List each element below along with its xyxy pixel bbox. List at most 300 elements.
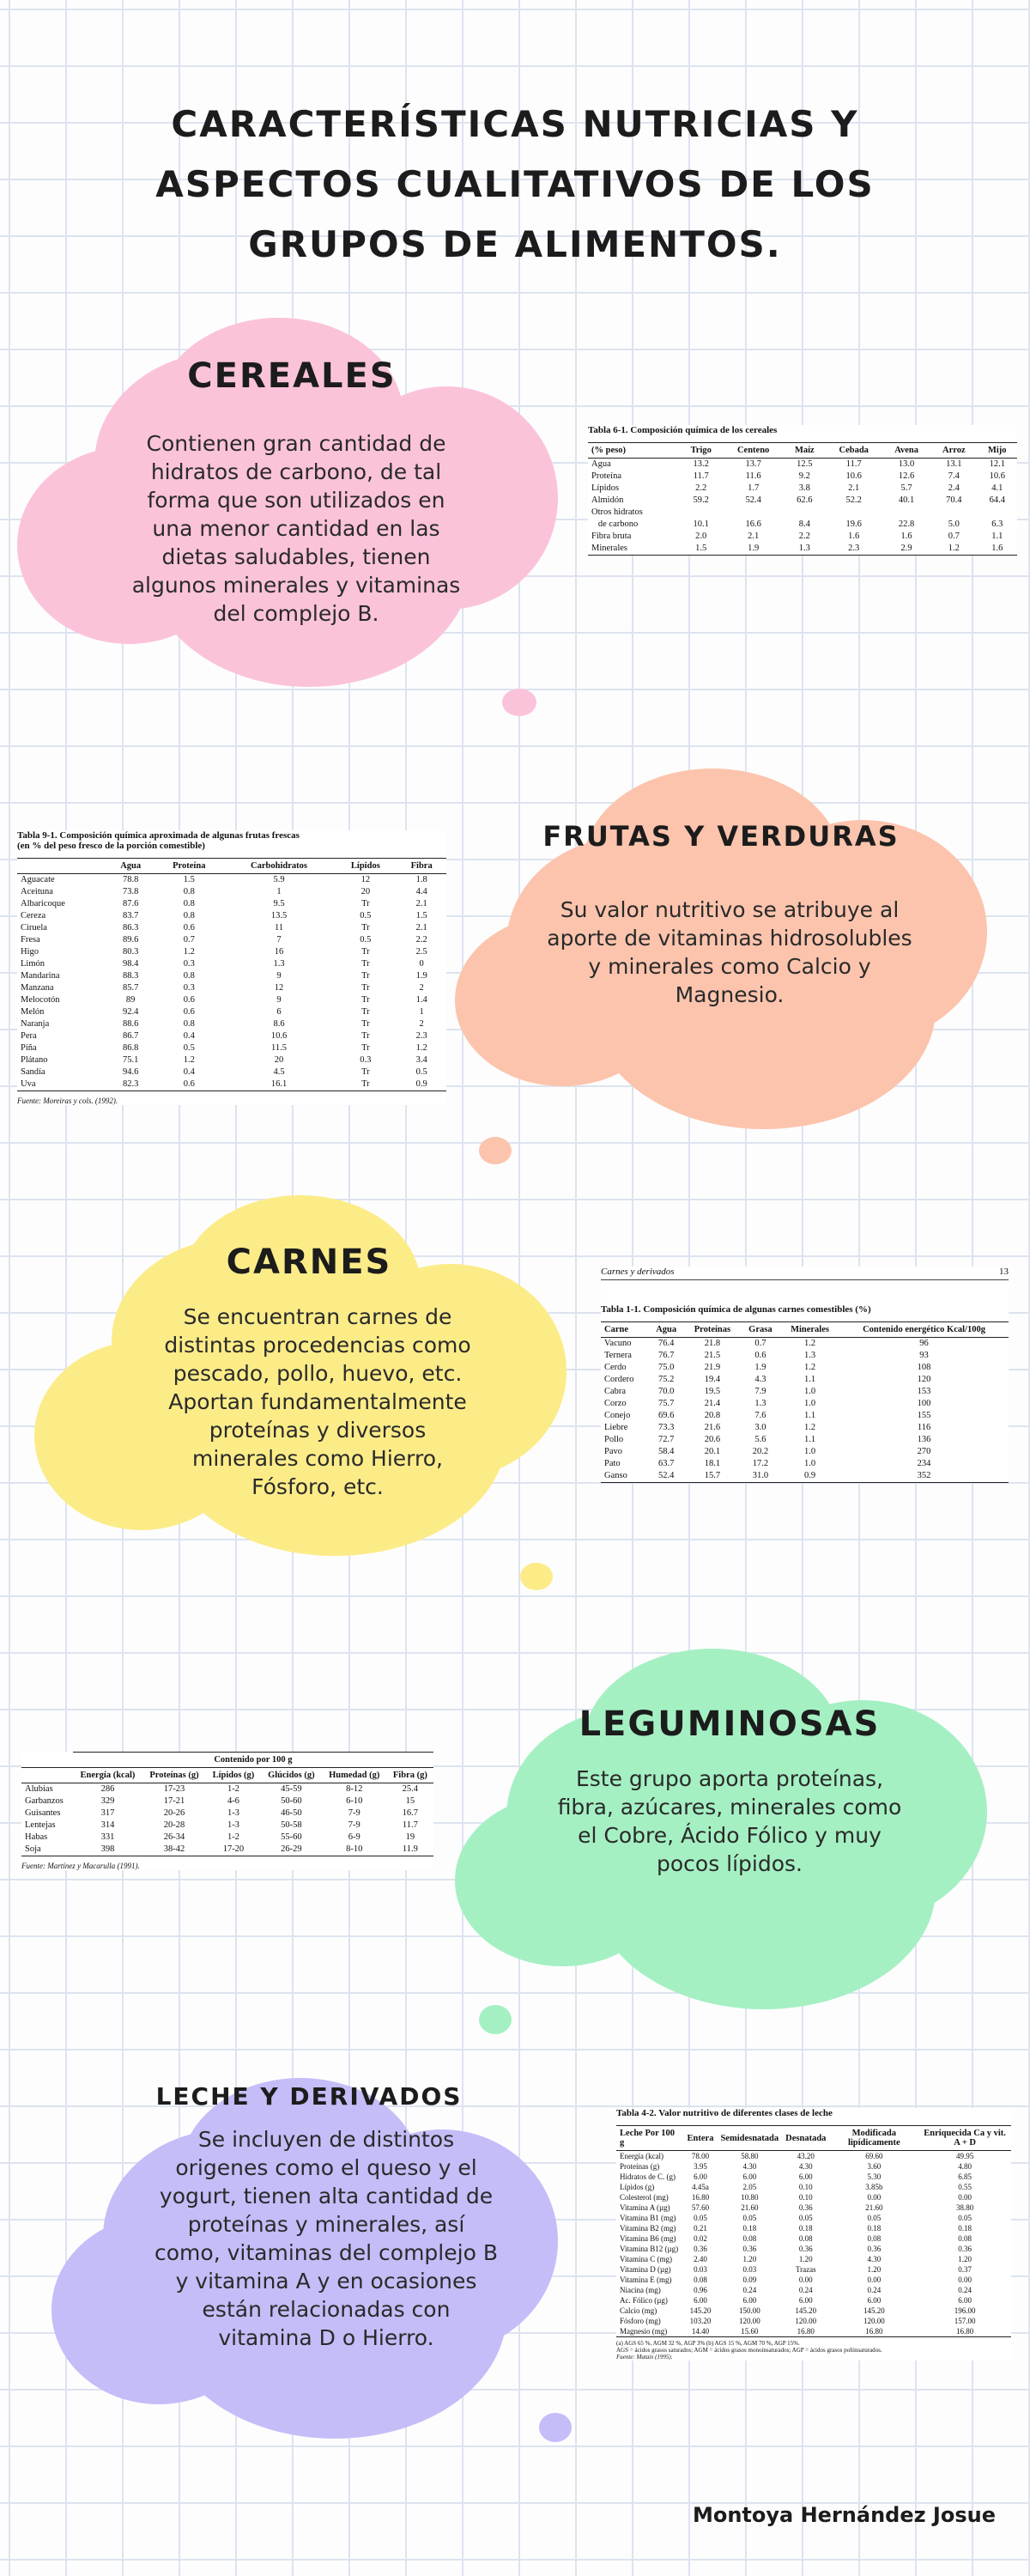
frutas-table-cell: 2.5 (415, 947, 427, 957)
leche-table-cell: Vitamina A (µg) (620, 2203, 670, 2212)
frutas-table-cell: Aguacate (21, 875, 55, 884)
cereales-table-row (588, 459, 1017, 471)
cereales-table-cell (723, 507, 784, 519)
frutas-table-cell: Tr (361, 971, 370, 981)
leguminosas-table-cell: 317 (100, 1808, 115, 1818)
leche-table-cell: 1.20 (798, 2255, 813, 2263)
leche-text: Se incluyen de distintos origenes como el queso y el yogurt, tienen alta cantidad de proteínas y minerales, así como, vitaminas del complejo B y vitamina A y en ocasiones están relacionadas con vitamina D o Hierro. (154, 2127, 498, 2350)
leguminosas-table-cell: 331 (100, 1832, 115, 1842)
carnes-table-cell: 21.9 (704, 1363, 721, 1372)
carnes-table-row (601, 1398, 1009, 1410)
carnes-table-cell: 0.6 (754, 1351, 766, 1360)
carnes-table-cell: 96 (919, 1339, 929, 1348)
title-line-3: GRUPOS DE ALIMENTOS. (248, 223, 782, 265)
leguminosas-text: Este grupo aporta proteínas, fibra, azúcares, minerales como el Cobre, Ácido Fólico y muy pocos lípidos. (557, 1766, 902, 1876)
leche-table-caption: Tabla 4-2. Valor nutritivo de diferentes clases de leche (616, 2108, 833, 2118)
frutas-table-cell: 1 (276, 887, 282, 896)
leguminosas-table-header: Lípidos (g) (206, 1768, 261, 1783)
leguminosas-table (21, 1752, 433, 1870)
leguminosas-table-header: Humedad (g) (322, 1768, 387, 1783)
cereales-table-cell: 8.4 (798, 519, 810, 529)
leguminosas-table-row (21, 1795, 433, 1807)
cereales-table-grid (588, 442, 1017, 556)
frutas-table-cell: 80.3 (122, 947, 139, 957)
frutas-table-row (17, 910, 446, 922)
leguminosas-table-cell: 16.7 (402, 1808, 419, 1818)
carnes-table-row (601, 1338, 1009, 1351)
leche-table-cell: 21.60 (741, 2203, 759, 2212)
frutas-table-cell: 16 (274, 947, 284, 957)
leguminosas-table-cell: Guisantes (25, 1808, 61, 1818)
leche-table-cell: 0.36 (742, 2245, 757, 2253)
leche-table-cell: Vitamina B2 (mg) (620, 2224, 676, 2233)
leche-table-cell: Magnesio (mg) (616, 2326, 684, 2337)
cereales-table-cell: 3.8 (798, 483, 810, 493)
frutas-table-cell: Sandía (21, 1067, 45, 1077)
carnes-table-cell: 270 (917, 1447, 931, 1456)
carnes-bubble-dot (520, 1563, 553, 1590)
cereales-table-header: (% peso) (588, 443, 679, 459)
cereales-table-cell: 13.7 (745, 459, 761, 469)
cereales-table-cell: 4.1 (991, 483, 1003, 493)
frutas-table-cell: 0.8 (183, 911, 195, 920)
frutas-table-cell: 94.6 (122, 1067, 139, 1077)
frutas-table-cell: 0.8 (183, 1019, 195, 1029)
cereales-table-row (588, 507, 1017, 519)
cereales-table-cell: 1.7 (748, 483, 760, 493)
leche-table-cell: 145.20 (863, 2306, 885, 2315)
cereales-table-cell: Minerales (588, 543, 679, 556)
carnes-table-grid (601, 1321, 1009, 1483)
frutas-table-cell: Naranja (21, 1019, 50, 1029)
frutas-table-cell: 11.5 (271, 1043, 288, 1053)
leguminosas-table-cell: 6-9 (348, 1832, 360, 1842)
frutas-table-cell: Higo (21, 947, 39, 957)
frutas-table-cell: 0.8 (183, 899, 195, 908)
frutas-table-cell: Tr (361, 1067, 370, 1077)
cereales-table-cell: 1.6 (978, 543, 1017, 556)
leguminosas-table-cell: 1-3 (227, 1808, 239, 1818)
leche-table-cell: 0.05 (694, 2214, 707, 2222)
frutas-table-cell: 88.6 (122, 1019, 139, 1029)
cereales-table-header: Avena (882, 443, 930, 459)
leguminosas-table-cell: 11.7 (402, 1820, 418, 1830)
frutas-table-cell: Tr (361, 899, 370, 908)
leguminosas-table-cell: 25.4 (402, 1784, 419, 1794)
cereales-table-header: Centeno (723, 443, 784, 459)
frutas-table-cell: 8.6 (273, 1019, 285, 1029)
frutas-table-cell: Mandarina (21, 971, 60, 981)
leche-table-cell: Energía (kcal) (620, 2152, 664, 2160)
frutas-table-cell: 9.5 (273, 899, 285, 908)
leguminosas-table-row (21, 1807, 433, 1820)
cereales-table-cell: 2.2 (798, 532, 810, 541)
frutas-table-cell: 0.6 (183, 995, 195, 1005)
cereales-table-cell (784, 507, 825, 519)
leguminosas-table-cell: 20-28 (163, 1820, 185, 1830)
cereales-table-cell: 1.1 (991, 532, 1003, 541)
frutas-table-header: Lípidos (334, 859, 397, 874)
leche-table-cell: 6.00 (742, 2172, 757, 2181)
leguminosas-cloud (455, 1649, 1004, 2009)
cereales-table-cell (882, 507, 930, 519)
frutas-table-cell: 0.7 (183, 935, 195, 945)
leguminosas-table-cell: 17-21 (163, 1796, 185, 1806)
cereales-table-cell: 10.6 (989, 471, 1005, 481)
carnes-table-cell: 20.2 (752, 1447, 769, 1456)
cereales-table-cell: 22.8 (898, 519, 915, 529)
carnes-table (601, 1267, 1009, 1483)
frutas-table-cell: 86.8 (122, 1043, 139, 1053)
cereales-table-cell: 6.3 (991, 519, 1003, 529)
carnes-table-cell: 5.6 (754, 1435, 766, 1444)
frutas-table-cell: 85.7 (122, 983, 139, 993)
cereales-table-cell: 0.7 (948, 532, 960, 541)
cereales-table-cell: 2.3 (825, 543, 882, 556)
leche-table-cell: 0.10 (798, 2183, 813, 2191)
frutas-table-row (17, 898, 446, 910)
leche-table-cell: 2.05 (742, 2183, 757, 2191)
frutas-table-cell: 2 (419, 983, 424, 993)
leguminosas-table-cell: 7-9 (348, 1820, 360, 1830)
leguminosas-table-cell: Garbanzos (25, 1796, 64, 1806)
cereales-table-cell: Fibra bruta (591, 532, 632, 541)
carnes-table-cell: Vacuno (604, 1339, 632, 1348)
frutas-table-header: Fibra (397, 859, 446, 874)
frutas-table-cell: Tr (361, 923, 370, 933)
leche-table-header: Entera (684, 2126, 718, 2151)
leguminosas-table-cell: Habas (25, 1832, 48, 1842)
leche-table-grid (616, 2125, 1011, 2337)
leche-table-cell: 4.30 (798, 2162, 813, 2171)
frutas-table-cell: Piña (21, 1043, 37, 1053)
frutas-table-cell: 2.1 (415, 899, 427, 908)
carnes-table-cell: 19.4 (704, 1375, 721, 1384)
carnes-table-cell: 72.7 (658, 1435, 675, 1444)
frutas-table-cell: Ciruela (21, 923, 47, 933)
cereales-table-cell (930, 507, 977, 519)
leche-table-cell: 69.60 (865, 2152, 883, 2160)
cereales-table-cell: 10.1 (693, 519, 709, 529)
leche-cloud (52, 2078, 566, 2439)
frutas-table-cell: 3.4 (415, 1055, 427, 1065)
leche-table-cell: 0.96 (694, 2286, 707, 2294)
frutas-table-cell: 9 (276, 971, 282, 981)
leguminosas-table-cell: 8-12 (346, 1784, 363, 1794)
leguminosas-table-cell: 17-23 (163, 1784, 185, 1794)
leche-table-note-2: AGS = ácidos grasos saturados; AGM = ácidos grasos monoinsaturados; AGP = ácidos grasos poliinsaturados. (616, 2347, 882, 2354)
frutas-table-row (17, 934, 446, 946)
leche-table-row (616, 2223, 1011, 2233)
carnes-table-cell: 70.0 (658, 1387, 675, 1396)
carnes-table-page-number: 13 (999, 1267, 1009, 1277)
leche-table-cell: 49.95 (955, 2152, 974, 2160)
leche-table-cell: 4.45a (692, 2183, 709, 2191)
cereales-table-header: Arroz (930, 443, 977, 459)
leche-table-cell: 145.20 (689, 2306, 712, 2315)
frutas-table-cell: Fresa (21, 935, 40, 945)
title-line-1: CARACTERÍSTICAS NUTRICIAS Y (171, 103, 859, 145)
leche-table-cell: Vitamina B12 (µg) (620, 2245, 679, 2253)
leguminosas-table-row (21, 1844, 433, 1856)
carnes-table-header: Grasa (741, 1322, 780, 1338)
carnes-table-cell: 69.6 (658, 1411, 675, 1420)
frutas-table-cell: 0.8 (183, 887, 195, 896)
frutas-table-caption: Tabla 9-1. Composición química aproximada de algunas frutas frescas (17, 830, 300, 841)
leche-table-header: Desnatada (782, 2126, 829, 2151)
frutas-table-cell: 1.5 (415, 911, 427, 920)
carnes-table-cell: 1.3 (803, 1351, 816, 1360)
leche-table-row (616, 2285, 1011, 2295)
frutas-table-cell: 86.7 (122, 1031, 139, 1041)
cereales-table-caption: Tabla 6-1. Composición química de los cereales (588, 425, 778, 435)
leche-table-cell: 0.18 (867, 2224, 882, 2233)
cereales-table-row (588, 519, 1017, 531)
leche-table-cell: 0.03 (694, 2265, 707, 2274)
leche-table-cell: 120.00 (738, 2317, 760, 2325)
carnes-table-cell: 1.0 (803, 1387, 816, 1396)
leguminosas-table-cell: 55-60 (281, 1832, 302, 1842)
frutas-table-cell: Cereza (21, 911, 46, 920)
frutas-table-row (17, 982, 446, 994)
frutas-table-header: Carbohidratos (224, 859, 335, 874)
carnes-table-cell: 155 (917, 1411, 931, 1420)
leche-table-cell: 0.18 (958, 2224, 972, 2233)
cereales-table-cell: 1.2 (930, 543, 977, 556)
frutas-heading: FRUTAS Y VERDURAS (542, 820, 900, 853)
leche-table-row (616, 2161, 1011, 2172)
frutas-table-cell: 1.8 (415, 875, 427, 884)
leche-table-row (616, 2202, 1011, 2213)
leche-table-cell: Calcio (mg) (620, 2306, 657, 2315)
carnes-cloud (34, 1195, 584, 1556)
leche-table-cell: 6.85 (958, 2172, 972, 2181)
leche-table-header: Enriquecida Ca y vit. A + D (918, 2126, 1011, 2151)
frutas-table-cell: Limón (21, 959, 45, 969)
leguminosas-table-cell: 46-50 (281, 1808, 302, 1818)
leche-table-cell: 4.80 (958, 2162, 972, 2171)
carnes-table-cell: 7.6 (754, 1411, 766, 1420)
leguminosas-table-cell: 11.9 (387, 1844, 433, 1856)
cereales-table-cell: 1.6 (900, 532, 912, 541)
frutas-table-cell: 2.3 (415, 1031, 427, 1041)
cereales-heading: CEREALES (187, 356, 397, 396)
carnes-table-page-header: Carnes y derivados (601, 1267, 675, 1277)
frutas-table-cell: Tr (361, 983, 370, 993)
leguminosas-table-cell: 19 (405, 1832, 415, 1842)
cereales-table-header: Trigo (679, 443, 723, 459)
carnes-table-cell: 1.0 (803, 1447, 816, 1456)
carnes-table-cell: 0.7 (754, 1339, 766, 1348)
frutas-table-cell: Tr (361, 1007, 370, 1017)
frutas-table-cell: 4.5 (273, 1067, 285, 1077)
leche-table-cell: 16.80 (691, 2193, 710, 2202)
leche-table-cell: Hidratos de C. (g) (620, 2172, 676, 2181)
frutas-table-cell: 1.5 (183, 875, 195, 884)
frutas-table-cell: Manzana (21, 983, 54, 993)
leche-bubble-dot (539, 2413, 572, 2442)
leche-table-cell: 0.18 (798, 2224, 813, 2233)
frutas-table-cell: 1.2 (183, 1055, 195, 1065)
cereales-table (588, 425, 1017, 556)
leguminosas-table-header: Proteínas (g) (142, 1768, 206, 1783)
frutas-table-cell: 2.2 (415, 935, 427, 945)
frutas-table-row (17, 946, 446, 958)
frutas-table-cell: 75.1 (122, 1055, 139, 1065)
carnes-table-cell: Pavo (604, 1447, 622, 1456)
carnes-heading: CARNES (226, 1242, 392, 1282)
leche-table-header: Semidesnatada (717, 2126, 782, 2151)
frutas-table-cell: 1.9 (415, 971, 427, 981)
frutas-table-cell: 0.3 (183, 983, 195, 993)
leche-table-row (616, 2295, 1011, 2306)
carnes-table-cell: 76.4 (658, 1339, 675, 1348)
leche-table-cell: Vitamina C (mg) (620, 2255, 672, 2263)
carnes-table-cell: Pato (604, 1459, 621, 1468)
carnes-table-row (601, 1446, 1009, 1458)
cereales-text: Contienen gran cantidad de hidratos de carbono, de tal forma que son utilizados en una menor cantidad en las dietas saludables, tienen algunos minerales y vitaminas del complejo B. (131, 431, 461, 626)
carnes-table-cell: 1.1 (803, 1411, 816, 1420)
leche-table-cell: 6.00 (867, 2296, 882, 2305)
leche-table-cell: 6.00 (798, 2296, 813, 2305)
cereales-bubble-dot (502, 689, 536, 716)
leche-table-cell: Vitamina D (µg) (620, 2265, 671, 2274)
leche-table-row (616, 2306, 1011, 2316)
carnes-table-cell: Cabra (604, 1387, 627, 1396)
leguminosas-table-cell: 26-34 (163, 1832, 185, 1842)
leguminosas-table-cell: 20-26 (163, 1808, 185, 1818)
leche-table-cell: 120.00 (795, 2317, 817, 2325)
leche-table-cell: 0.55 (958, 2183, 972, 2191)
carnes-table-cell: 234 (917, 1459, 931, 1468)
leche-table-cell: 14.40 (684, 2326, 718, 2337)
carnes-table-row (601, 1362, 1009, 1374)
leche-table-cell: 3.95 (694, 2162, 707, 2171)
leche-table-cell: 0.05 (798, 2214, 813, 2222)
leche-table-cell: 16.80 (918, 2326, 1011, 2337)
carnes-text: Se encuentran carnes de distintas procedencias como pescado, pollo, huevo, etc. Aportan fundamentalmente proteínas y diversos minerales como Hierro, Fósforo, etc. (164, 1304, 471, 1499)
leche-table-cell: 4.30 (867, 2255, 882, 2263)
frutas-table-row (17, 886, 446, 898)
leguminosas-table-cell: 8-10 (322, 1844, 387, 1856)
carnes-table-row (601, 1374, 1009, 1386)
carnes-table-cell: 1.3 (754, 1399, 766, 1408)
carnes-table-cell: 20.8 (704, 1411, 721, 1420)
frutas-table-row (17, 970, 446, 982)
frutas-table (17, 830, 446, 1105)
carnes-table-cell: 19.5 (704, 1387, 721, 1396)
leguminosas-table-cell: 1-2 (227, 1832, 239, 1842)
leche-table-cell: 0.24 (742, 2286, 757, 2294)
cereales-table-cell: 16.6 (745, 519, 761, 529)
frutas-table-cell: Tr (361, 947, 370, 957)
carnes-table-header: Carne (601, 1322, 648, 1338)
leche-table-row (616, 2233, 1011, 2244)
frutas-table-cell: Tr (361, 1019, 370, 1029)
leguminosas-table-cell: 38-42 (142, 1844, 206, 1856)
leche-table-cell: 0.10 (798, 2193, 813, 2202)
carnes-table-row (601, 1410, 1009, 1422)
leche-table-cell: 0.05 (958, 2214, 972, 2222)
carnes-table-cell: Pollo (604, 1435, 624, 1444)
frutas-table-cell: 0.6 (183, 923, 195, 933)
leche-table-cell: 43.20 (797, 2152, 815, 2160)
cereales-table-row (588, 483, 1017, 495)
leche-table-cell: 2.40 (694, 2255, 707, 2263)
leche-table-row (616, 2264, 1011, 2275)
frutas-table-cell: 20 (360, 887, 371, 896)
carnes-table-cell: 15.7 (684, 1470, 741, 1483)
cereales-table-cell (825, 507, 882, 519)
cereales-table-cell: 2.9 (882, 543, 930, 556)
leche-table-cell: 16.80 (782, 2326, 829, 2337)
carnes-table-row (601, 1350, 1009, 1362)
frutas-table-cell: 12 (274, 983, 284, 993)
leche-table-cell: 0.00 (867, 2275, 882, 2284)
carnes-table-header: Minerales (780, 1322, 839, 1338)
leche-table-cell: 0.36 (694, 2245, 707, 2253)
frutas-table-cell: 0.4 (183, 1031, 195, 1041)
leche-table-header: Modificada lipídicamente (829, 2126, 918, 2151)
frutas-table-cell: Tr (361, 959, 370, 969)
leche-table-cell: 0.36 (958, 2245, 972, 2253)
carnes-table-cell: 76.7 (658, 1351, 675, 1360)
carnes-table-cell: 75.7 (658, 1399, 675, 1408)
leche-table-cell: 0.08 (958, 2234, 972, 2243)
frutas-table-cell: 11 (274, 923, 284, 933)
cereales-cloud (17, 318, 566, 687)
carnes-table-cell: 100 (917, 1399, 931, 1408)
leche-table-row (616, 2254, 1011, 2264)
frutas-table-cell: 82.3 (106, 1078, 154, 1091)
leche-table-source: Fuente: Mataix (1995). (616, 2354, 673, 2360)
leguminosas-table-grid (21, 1752, 433, 1856)
frutas-table-row (17, 1030, 446, 1042)
carnes-table-cell: 3.0 (754, 1423, 766, 1432)
frutas-table-source: Fuente: Moreiras y cols. (1992). (17, 1097, 118, 1105)
carnes-table-cell: 21.5 (704, 1351, 721, 1360)
leche-table-cell: Vitamina B1 (mg) (620, 2214, 676, 2222)
leche-table-cell: 6.00 (694, 2296, 707, 2305)
leche-table-note-1: (a) AGS 65 %, AGM 32 %, AGP 3% (b) AGS 15 %, AGM 70 %, AGP 15%. (616, 2340, 800, 2347)
frutas-table-cell: 13.5 (270, 911, 288, 920)
frutas-table-cell: 7 (276, 935, 282, 945)
cereales-table-cell: 12.6 (898, 471, 915, 481)
cereales-table-cell: 13.2 (693, 459, 709, 469)
cereales-table-cell: 13.1 (946, 459, 962, 469)
leche-table-cell: 57.60 (691, 2203, 710, 2212)
frutas-table-cell: 87.6 (122, 899, 139, 908)
leche-table-cell: 0.37 (958, 2265, 972, 2274)
cereales-table-cell: 13.0 (898, 459, 915, 469)
frutas-table-caption-2: (en % del peso fresco de la porción comestible) (17, 841, 205, 851)
title-line-2: ASPECTOS CUALITATIVOS DE LOS (155, 163, 875, 205)
leguminosas-bubble-dot (479, 2005, 512, 2034)
frutas-table-cell: 10.6 (270, 1031, 288, 1041)
frutas-table-row (17, 1054, 446, 1066)
leguminosas-table-cell: 329 (100, 1796, 115, 1806)
leche-table-cell: 0.36 (798, 2245, 813, 2253)
frutas-table-cell: 12 (360, 875, 371, 884)
leche-table-cell: Fósforo (mg) (620, 2317, 661, 2325)
carnes-table-cell: 7.9 (754, 1387, 766, 1396)
leche-table-row (616, 2182, 1011, 2192)
cereales-table-header: Cebada (825, 443, 882, 459)
cereales-table-cell: 2.1 (748, 532, 760, 541)
leche-table-cell: Lípidos (g) (620, 2183, 655, 2191)
cereales-table-cell: 1.6 (848, 532, 860, 541)
cereales-table-cell: 52.2 (845, 495, 862, 505)
